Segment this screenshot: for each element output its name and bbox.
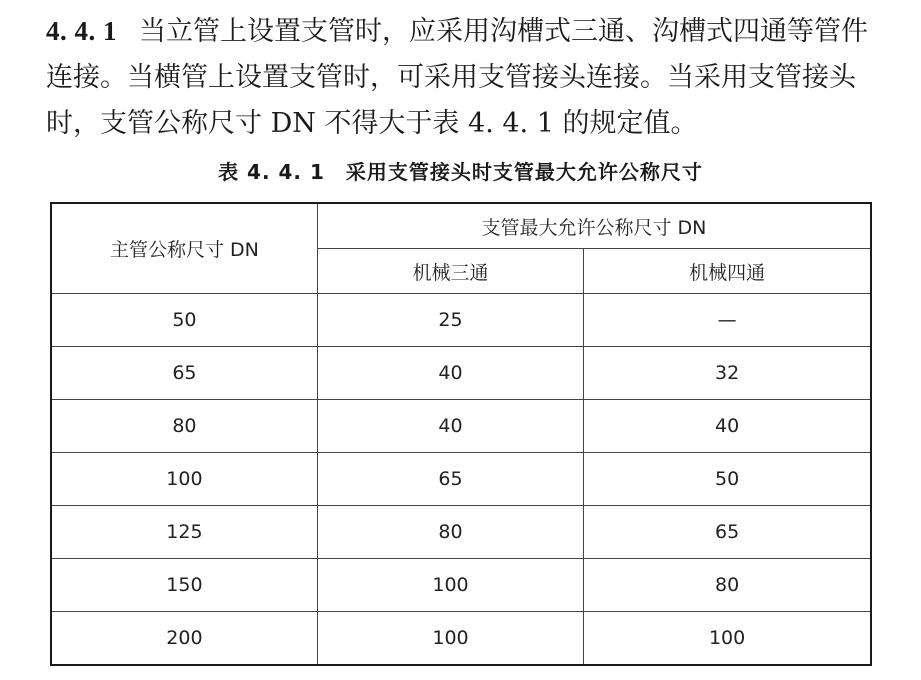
- header-mechanical-tee: 机械三通: [317, 249, 583, 294]
- cell-mechanical-tee: 65: [317, 453, 583, 506]
- header-main-pipe-size: 主管公称尺寸 DN: [51, 203, 317, 294]
- header-mechanical-cross: 机械四通: [584, 249, 871, 294]
- cell-mechanical-tee: 100: [317, 559, 583, 612]
- table-row: [51, 612, 871, 666]
- table-title: 表 4. 4. 1 采用支管接头时支管最大允许公称尺寸: [218, 160, 703, 184]
- cell-main-pipe: 200: [51, 612, 317, 666]
- cell-mechanical-tee: 40: [317, 347, 583, 400]
- cell-mechanical-tee: 40: [317, 400, 583, 453]
- cell-mechanical-cross: 100: [584, 612, 871, 666]
- cell-main-pipe: 65: [51, 347, 317, 400]
- cell-mechanical-cross: 50: [584, 453, 871, 506]
- cell-main-pipe: 100: [51, 453, 317, 506]
- cell-mechanical-tee: 80: [317, 506, 583, 559]
- cell-main-pipe: 150: [51, 559, 317, 612]
- cell-main-pipe: 50: [51, 294, 317, 347]
- table-row: [51, 347, 871, 400]
- header-branch-max-size: 支管最大允许公称尺寸 DN: [317, 203, 871, 249]
- table-row: [51, 559, 871, 612]
- cell-mechanical-cross: 80: [584, 559, 871, 612]
- table-row: [51, 400, 871, 453]
- clause-paragraph: [46, 8, 886, 147]
- cell-main-pipe: 80: [51, 400, 317, 453]
- cell-mechanical-cross: 32: [584, 347, 871, 400]
- cell-mechanical-cross: 65: [584, 506, 871, 559]
- table-row: [51, 294, 871, 347]
- table-row: [51, 506, 871, 559]
- clause-number: 4. 4. 1: [46, 16, 117, 46]
- table-row: [51, 453, 871, 506]
- cell-mechanical-cross: 40: [584, 400, 871, 453]
- cell-main-pipe: 125: [51, 506, 317, 559]
- clause-text: 当立管上设置支管时，应采用沟槽式三通、沟槽式四通等管件连接。当横管上设置支管时，可采用支管接头连接。当采用支管接头时，支管公称尺寸 DN 不得大于表 4. 4. 1 的规定值。: [46, 16, 868, 139]
- cell-mechanical-cross: —: [584, 294, 871, 347]
- branch-size-table: [50, 202, 872, 666]
- cell-mechanical-tee: 25: [317, 294, 583, 347]
- cell-mechanical-tee: 100: [317, 612, 583, 666]
